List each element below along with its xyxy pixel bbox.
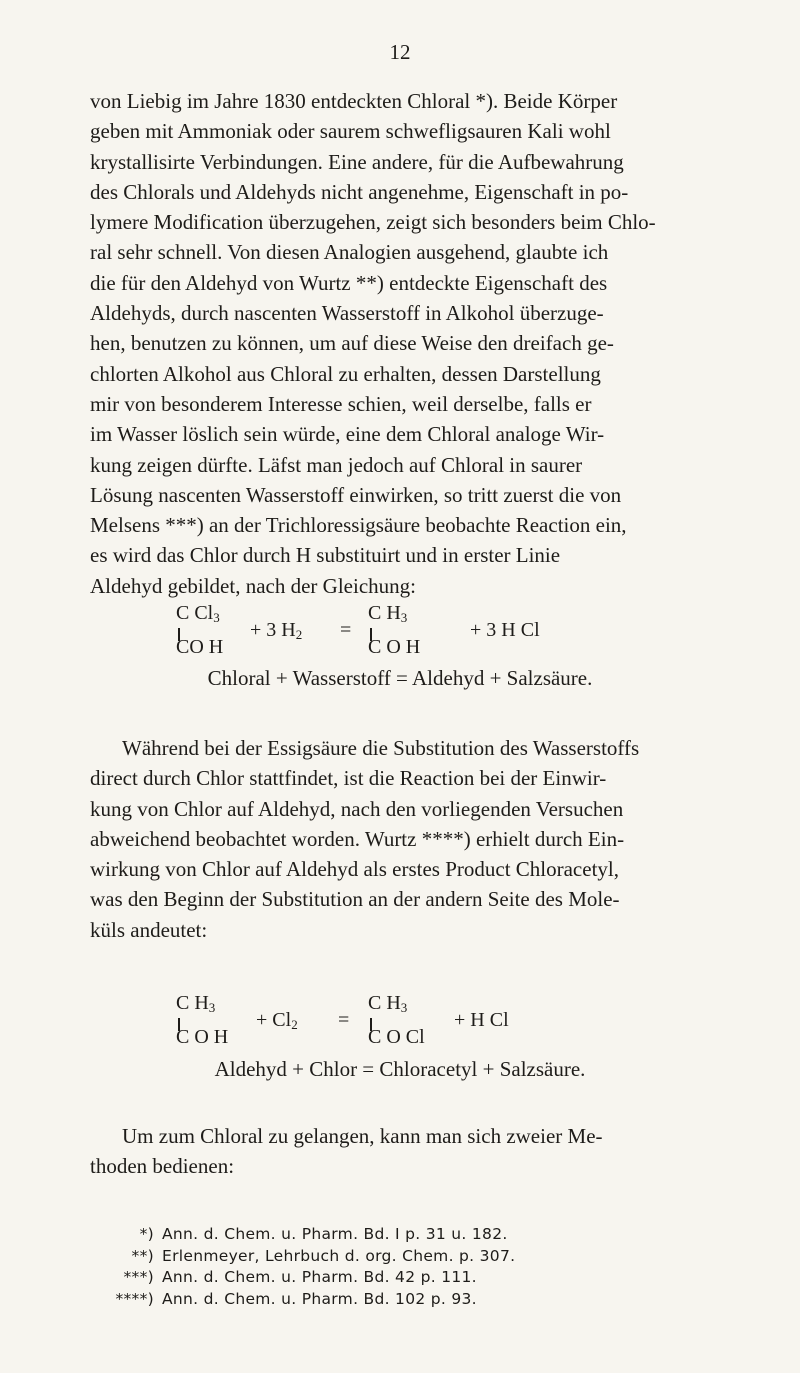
paragraph-line: kung zeigen dürfte. Läfst man jedoch auf Chloral in saurer [90,452,583,477]
equation-1-chloral-top: C $Cl_3$ [176,602,220,625]
equation-2-reagent: + $Cl_2$ [256,1009,298,1032]
equation-2-chloracetyl-top: C $H_3$ [368,992,408,1015]
equation-1-chloral-bottom: CO H [176,636,224,658]
paragraph-line: Während bei der Essigsäure die Substitution des Wasserstoffs [122,736,640,760]
equation-2-equals: = [338,1009,350,1031]
paragraph-line: ral sehr schnell. Von diesen Analogien ausgehend, glaubte ich [90,240,609,265]
equation-1-product: + 3 H Cl [470,619,540,641]
equation-1-aldehyd-top: C $H_3$ [368,602,408,625]
footnote-mark: **) [131,1246,154,1265]
paragraph-line: hen, benutzen zu können, um auf diese Weise den dreifach ge- [90,331,614,356]
equation-1-reagent: + 3 $H_2$ [250,619,303,642]
paragraph-2 [90,733,710,945]
paragraph-line: abweichend beobachtet worden. Wurtz ****) erhielt durch Ein- [90,826,625,851]
paragraph-line: lymere Modification überzugehen, zeigt sich besonders beim Chlo- [90,210,656,235]
equation-2-product: + H Cl [454,1009,509,1031]
equation-1-equals: = [340,619,352,641]
paragraph-line: es wird das Chlor durch H substituirt und in erster Linie [90,543,561,568]
paragraph-line: was den Beginn der Substitution an der andern Seite des Mole- [90,887,620,912]
equation-2-chloracetyl-bottom: C O Cl [368,1026,425,1048]
footnote-text: Erlenmeyer, Lehrbuch d. org. Chem. p. 307. [162,1246,516,1265]
paragraph-line: Lösung nascenten Wasserstoff einwirken, so tritt zuerst die von [90,482,622,507]
paragraph-line: von Liebig im Jahre 1830 entdeckten Chloral *). Beide Körper [90,89,618,113]
paragraph-line: krystallisirte Verbindungen. Eine andere, für die Aufbewahrung [90,149,624,174]
paragraph-line: Melsens ***) an der Trichloressigsäure beobachte Reaction ein, [90,513,627,538]
paragraph-line: Aldehyds, durch nascenten Wasserstoff in Alkohol überzuge- [90,301,604,326]
paragraph-line: Aldehyd gebildet, nach der Gleichung: [90,573,416,598]
footnote [110,1246,515,1268]
equation-2-aldehyd-top: C $H_3$ [176,992,216,1015]
equation-2-caption: Aldehyd + Chlor = Chloracetyl + Salzsäure. [214,1057,586,1081]
footnote-text: Ann. d. Chem. u. Pharm. Bd. I p. 31 u. 182. [162,1225,508,1243]
equation-2-aldehyd-bottom: C O H [176,1026,229,1048]
footnote [110,1289,515,1311]
paragraph-line: küls andeutet: [90,917,208,942]
footnote-mark: ***) [123,1268,154,1286]
paragraph-3 [90,1121,710,1182]
equation-1-caption: Chloral + Wasserstoff = Aldehyd + Salzsäure. [207,666,593,690]
paragraph-1 [90,86,710,601]
footnote-text: Ann. d. Chem. u. Pharm. Bd. 42 p. 111. [162,1268,477,1286]
paragraph-line: thoden bedienen: [90,1154,235,1179]
footnote-mark: ****) [115,1289,154,1308]
footnote-mark: *) [139,1225,154,1243]
page-number: 12 [389,40,411,64]
paragraph-line: des Chlorals und Aldehyds nicht angenehme, Eigenschaft in po- [90,179,629,204]
footnotes [110,1224,515,1310]
equation-1-aldehyd-bottom: C O H [368,636,421,658]
paragraph-line: wirkung von Chlor auf Aldehyd als erstes Product Chloracetyl, [90,857,619,882]
paragraph-line: chlorten Alkohol aus Chloral zu erhalten, dessen Darstellung [90,361,601,386]
paragraph-line: geben mit Ammoniak oder saurem schwefligsauren Kali wohl [90,119,611,144]
paragraph-line: kung von Chlor auf Aldehyd, nach den vorliegenden Versuchen [90,796,624,821]
footnote [110,1267,515,1289]
paragraph-line: die für den Aldehyd von Wurtz **) entdeckte Eigenschaft des [90,270,608,295]
footnote-text: Ann. d. Chem. u. Pharm. Bd. 102 p. 93. [162,1289,477,1308]
paragraph-line: Um zum Chloral zu gelangen, kann man sich zweier Me- [122,1124,603,1148]
paragraph-line: im Wasser löslich sein würde, eine dem Chloral analoge Wir- [90,422,605,447]
footnote [110,1224,515,1246]
paragraph-line: direct durch Chlor stattfindet, ist die Reaction bei der Einwir- [90,766,607,791]
paragraph-line: mir von besonderem Interesse schien, weil derselbe, falls er [90,391,592,416]
